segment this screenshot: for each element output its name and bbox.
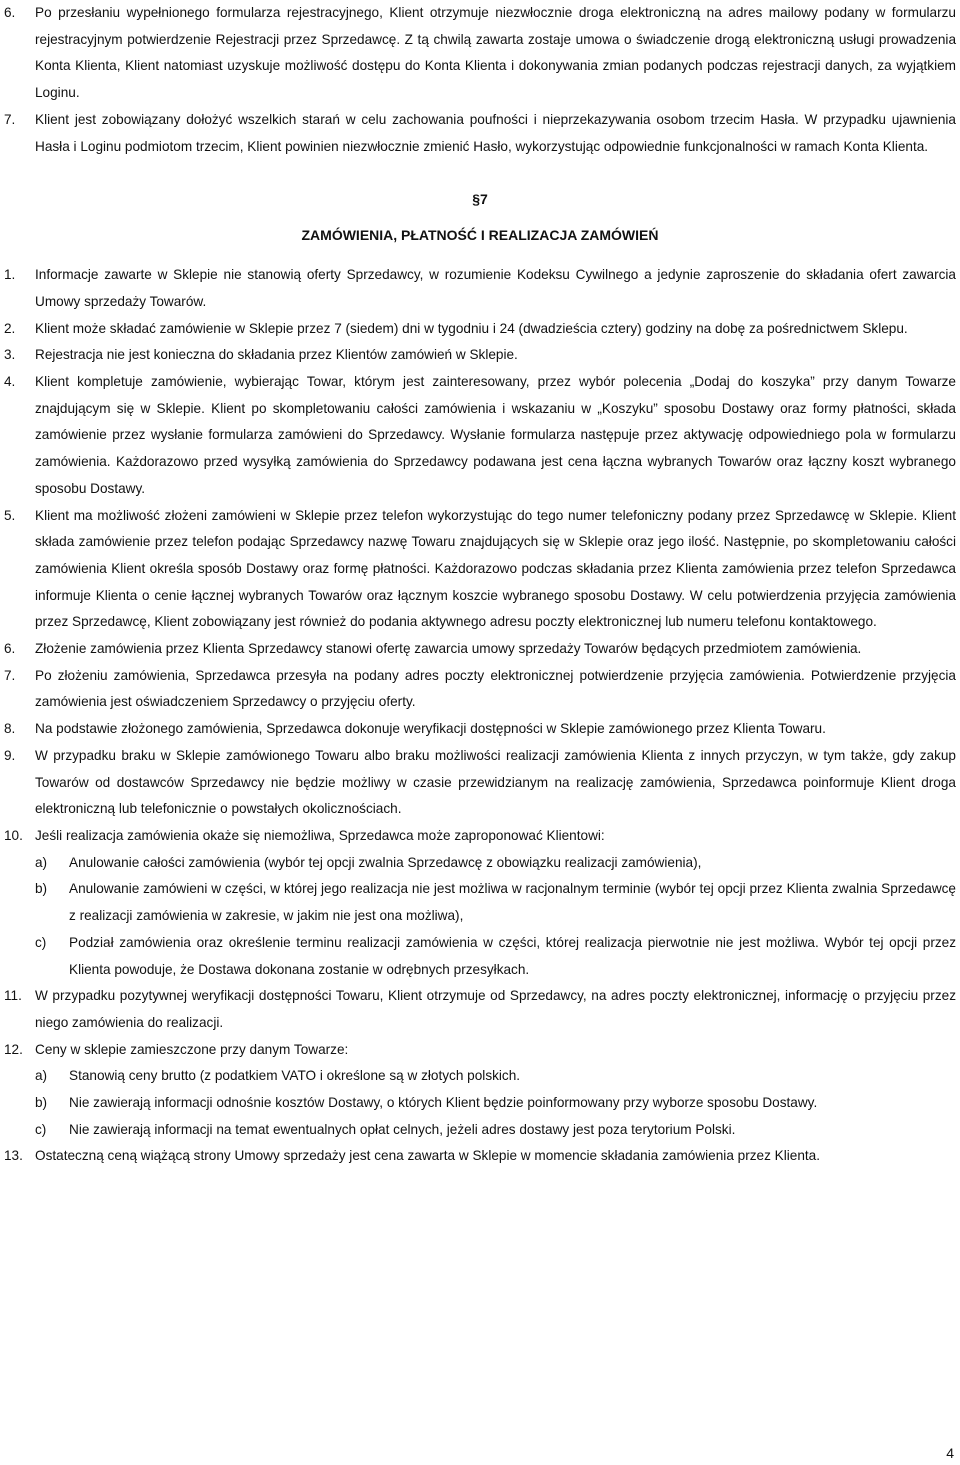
- list-item: [0, 716, 960, 743]
- item-number: 1.: [4, 267, 16, 283]
- item-number: 12.: [4, 1041, 23, 1057]
- list-item: [0, 983, 960, 1036]
- list-item: [0, 1037, 960, 1144]
- item-text: Ceny w sklepie zamieszczone przy danym Towarze:: [35, 1041, 349, 1057]
- item-number: 3.: [4, 347, 16, 363]
- item-text: W przypadku braku w Sklepie zamówionego Towaru albo braku możliwości realizacji zamówienia Klienta z innych przyczyn, w tym także, gdy zakup Towarów od dostawców Sprzedawcy nie będzie możliwy w czasie przewidzianym na realizację zamówienia, Sprzedawca poinformuje Klient droga elektroniczną lub telefonicznie o powstałych okolicznościach.: [35, 747, 956, 817]
- sub-item-text: Nie zawierają informacji na temat ewentualnych opłat celnych, jeżeli adres dostawy jest poza terytorium Polski.: [69, 1121, 736, 1137]
- sub-item: [35, 1090, 956, 1117]
- item-number: 5.: [4, 507, 16, 523]
- sub-item-text: Stanowią ceny brutto (z podatkiem VATO i określone są w złotych polskich.: [69, 1068, 521, 1084]
- sub-item-letter: a): [35, 1068, 48, 1084]
- item-number: 11.: [4, 988, 22, 1004]
- sub-item: [35, 1063, 956, 1090]
- item-text: Po przesłaniu wypełnionego formularza rejestracyjnego, Klient otrzymuje niezwłocznie droga elektroniczną na adres mailowy podany w formularzu rejestracyjnym potwierdzenie Rejestracji przez Sprzedawcę. Z tą chwilą zawarta zostaje umowa o świadczenie drogą elektroniczną usługi prowadzenia Konta Klienta, Klient natomiast uzyskuje możliwość dostępu do Konta Klienta i dokonywania zmian podanych podczas rejestracji danych, za wyjątkiem Loginu.: [35, 5, 956, 101]
- sub-item-letter: c): [35, 934, 47, 950]
- item-text: Rejestracja nie jest konieczna do składania przez Klientów zamówień w Sklepie.: [35, 347, 518, 363]
- list-item: [0, 342, 960, 369]
- sub-item-letter: c): [35, 1121, 47, 1137]
- item-number: 13.: [4, 1148, 23, 1164]
- sub-item-text: Nie zawierają informacji odnośnie kosztów Dostawy, o których Klient będzie poinformowany przy wyborze sposobu Dostawy.: [69, 1095, 818, 1111]
- item-text: Po złożeniu zamówienia, Sprzedawca przesyła na podany adres poczty elektronicznej potwierdzenie przyjęcia zamówienia. Potwierdzenie przyjęcia zamówienia jest oświadczeniem Sprzedawcy o przyjęciu oferty.: [35, 667, 956, 710]
- item-text: Klient ma możliwość złożeni zamówieni w Sklepie przez telefon wykorzystując do tego numer telefoniczny podany przez Sprzedawcę w Sklepie. Klient składa zamówienie przez telefon podając Sprzedawcy nazwę Towaru znajdujących się w Sklepie oraz jego ilość. Następnie, po skompletowaniu całości zamówienia Klient określa sposób Dostawy oraz formę płatności. Każdorazowo podczas składania przez Klienta zamówienia przez telefon Sprzedawca informuje Klienta o cenie łącznej wybranych Towarów oraz łącznym koszcie wybranego sposobu Dostawy. W celu potwierdzenia przyjęcia zamówienia przez Sprzedawcę, Klient zobowiązany jest również do podania aktywnego adresu poczty elektronicznej lub numeru telefonu kontaktowego.: [35, 507, 956, 630]
- list-item: [0, 316, 960, 343]
- item-number: 6.: [4, 641, 16, 657]
- item-text: Klient może składać zamówienie w Sklepie przez 7 (siedem) dni w tygodniu i 24 (dwadzieścia cztery) godziny na dobę za pośrednictwem Sklepu.: [35, 320, 908, 336]
- sub-item: [35, 850, 956, 877]
- section-title: ZAMÓWIENIA, PŁATNOŚĆ I REALIZACJA ZAMÓWIEŃ: [301, 227, 659, 244]
- item-number: 8.: [4, 721, 16, 737]
- list-item: [0, 1143, 960, 1170]
- sub-item-letter: b): [35, 881, 48, 897]
- list-item: [0, 743, 960, 823]
- item-number: 6.: [4, 5, 16, 20]
- sub-item-text: Anulowanie zamówieni w części, w której jego realizacja nie jest możliwa w racjonalnym terminie (wybór tej opcji przez Klienta zwalnia Sprzedawcę z realizacji zamówienia w zakresie, w jakim nie jest ona możliwa),: [69, 881, 956, 924]
- sub-item: [35, 876, 956, 929]
- sub-item-letter: a): [35, 854, 48, 870]
- previous-section-list: [0, 0, 960, 160]
- item-text: Klient kompletuje zamówienie, wybierając Towar, którym jest zainteresowany, przez wybór polecenia „Dodaj do koszyka” przy danym Towarze znajdującym się w Sklepie. Klient po skompletowaniu całości zamówienia i wskazaniu w „Koszyku” sposobu Dostawy oraz formy płatności, składa zamówienie przez wysłanie formularza zamówieni do Sprzedawcy. Wysłanie formularza następuje przez aktywację odpowiedniego pola w formularzu zamówienia. Każdorazowo przed wysyłką zamówienia do Sprzedawcy podawana jest cena łączna wybranych Towarów oraz łączny koszt wybranego sposobu Dostawy.: [35, 374, 956, 496]
- item-text: Klient jest zobowiązany dołożyć wszelkich starań w celu zachowania poufności i nieprzekazywania osobom trzecim Hasła. W przypadku ujawnienia Hasła i Loginu podmiotom trzecim, Klient powinien niezwłocznie zmienić Hasło, wykorzystując odpowiednie funkcjonalności w ramach Konta Klienta.: [35, 111, 956, 154]
- list-item: [0, 503, 960, 637]
- sub-item-letter: b): [35, 1095, 48, 1111]
- item-text: Informacje zawarte w Sklepie nie stanowią oferty Sprzedawcy, w rozumienie Kodeksu Cywilnego a jedynie zaproszenie do składania ofert zawarcia Umowy sprzedaży Towarów.: [35, 267, 956, 309]
- item-number: 4.: [4, 374, 16, 390]
- list-item: [0, 636, 960, 663]
- item-text: Na podstawie złożonego zamówienia, Sprzedawca dokonuje weryfikacji dostępności w Sklepie zamówionego przez Klienta Towaru.: [35, 721, 826, 737]
- item-text: Złożenie zamówienia przez Klienta Sprzedawcy stanowi ofertę zawarcia umowy sprzedaży Towarów będących przedmiotem zamówienia.: [35, 641, 862, 657]
- list-item: [0, 823, 960, 983]
- section-number: §7: [472, 191, 488, 208]
- sub-item: [35, 930, 956, 983]
- sub-item-text: Anulowanie całości zamówienia (wybór tej opcji zwalnia Sprzedawcę z obowiązku realizacji zamówienia),: [69, 854, 702, 870]
- sub-item: [35, 1117, 956, 1144]
- section-list: [0, 262, 960, 1170]
- sub-item-text: Podział zamówienia oraz określenie terminu realizacji zamówienia w części, której realizacja pierwotnie nie jest możliwa. Wybór tej opcji przez Klienta powoduje, że Dostawa dokonana zostanie w odrębnych przesyłkach.: [69, 934, 956, 977]
- list-item: [0, 262, 960, 315]
- item-number: 7.: [4, 667, 16, 683]
- item-text: Ostateczną ceną wiążącą strony Umowy sprzedaży jest cena zawarta w Sklepie w momencie składania zamówienia przez Klienta.: [35, 1148, 821, 1164]
- item-number: 10.: [4, 827, 23, 843]
- list-item: [0, 663, 960, 716]
- item-text: W przypadku pozytywnej weryfikacji dostępności Towaru, Klient otrzymuje od Sprzedawcy, na adres poczty elektronicznej, informację o przyjęciu przez niego zamówienia do realizacji.: [35, 988, 956, 1030]
- item-number: 2.: [4, 320, 16, 336]
- list-item: [0, 0, 960, 107]
- page-number: 4: [946, 1445, 954, 1461]
- list-item: [0, 369, 960, 503]
- item-text: Jeśli realizacja zamówienia okaże się niemożliwa, Sprzedawca może zaproponować Klientowi:: [35, 827, 605, 843]
- item-number: 7.: [4, 111, 16, 127]
- list-item: [0, 107, 960, 160]
- item-number: 9.: [4, 747, 16, 763]
